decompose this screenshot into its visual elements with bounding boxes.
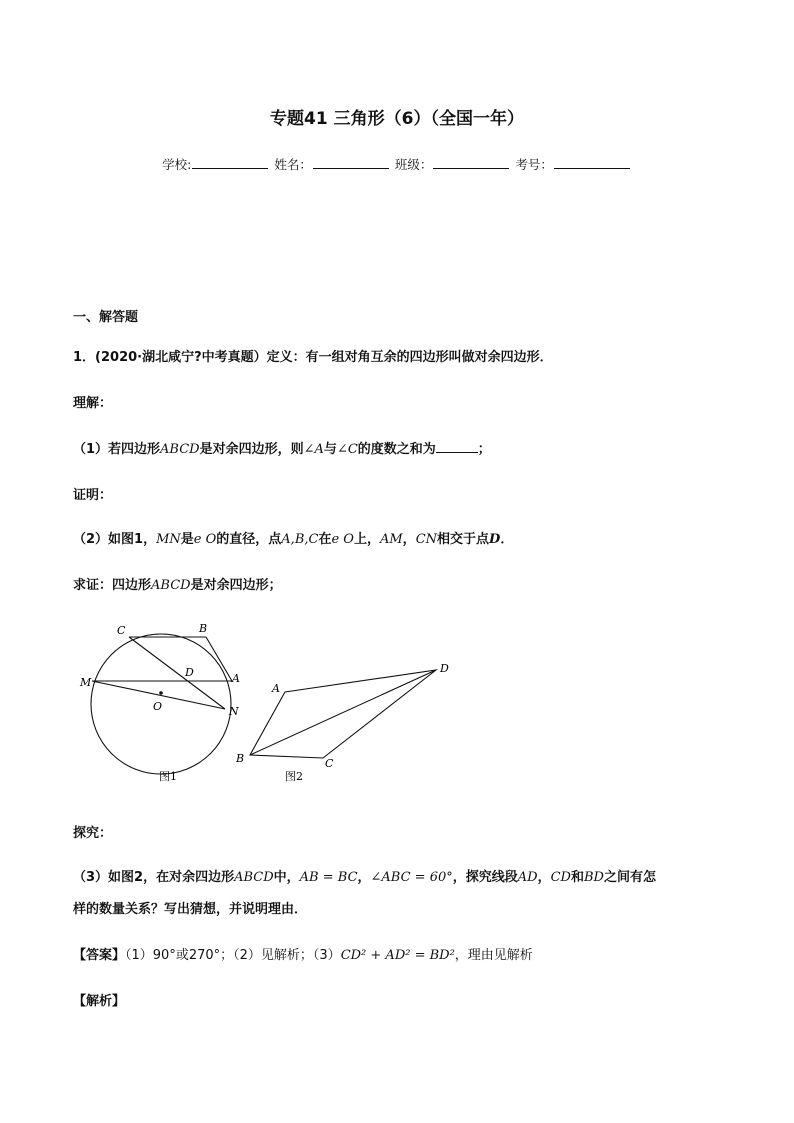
q2-text-a: （2）如图1， <box>73 532 157 547</box>
fig1-label-c: C <box>117 624 126 637</box>
fig1-label-a: A <box>232 672 240 685</box>
answer-text-b: ，理由见解析 <box>454 948 533 963</box>
figures <box>70 612 470 792</box>
q2-text-c: 的直径，点 <box>216 532 282 547</box>
fig2-label-d: D <box>440 662 449 675</box>
problem-intro: 1．(2020·湖北咸宁?中考真题）定义：有一组对角互余的四边形叫做对余四边形． <box>73 350 553 365</box>
q2-circle-o-1: e O <box>193 532 217 547</box>
q3-cd: CD <box>550 870 571 885</box>
q3-text-e: ， <box>537 870 551 885</box>
prove-statement <box>73 574 282 593</box>
q1-text-b: 是对余四边形，则 <box>199 442 304 457</box>
q2-text-h: ． <box>500 532 514 547</box>
name-blank[interactable] <box>313 156 389 169</box>
exam-number-blank[interactable] <box>554 156 630 169</box>
proof-label: 证明： <box>73 488 113 503</box>
school-label: 学校: <box>162 157 192 172</box>
page-title: 专题41 三角形（6）（全国一年） <box>270 109 524 129</box>
q3-ad: AD <box>517 870 538 885</box>
class-blank[interactable] <box>433 156 509 169</box>
q3-bd: BD <box>584 870 604 885</box>
exam-number-label: 考号： <box>515 157 553 172</box>
school-blank[interactable] <box>192 156 268 169</box>
analysis-label: 【解析】 <box>73 994 126 1009</box>
q2-text-g: 相交于点 <box>437 532 490 547</box>
question-3-line-2: 样的数量关系？写出猜想，并说明理由． <box>73 902 308 917</box>
q2-text-b: 是 <box>180 532 194 547</box>
q1-angle-a: ∠A <box>303 442 324 457</box>
fig1-label-b: B <box>199 622 208 635</box>
segment-cn <box>129 637 225 709</box>
q3-var: ABCD <box>234 870 274 885</box>
question-2 <box>73 528 513 547</box>
prove-text-a: 求证：四边形 <box>73 578 152 593</box>
figure-2 <box>235 662 449 783</box>
q1-var: ABCD <box>160 442 200 457</box>
explore-label: 探究： <box>73 826 113 841</box>
segment-ba <box>206 637 232 681</box>
prove-text-b: 是对余四边形； <box>190 578 282 593</box>
fig2-label-c: C <box>325 757 334 770</box>
q1-angle-c: ∠C <box>336 442 358 457</box>
q3-text-d: ，探究线段 <box>452 870 518 885</box>
student-info-fields <box>0 155 794 173</box>
q2-am: AM <box>379 532 403 547</box>
figure-1 <box>79 622 240 783</box>
question-1 <box>73 438 491 457</box>
q1-text-c: 与 <box>323 442 337 457</box>
question-3-line-1 <box>73 866 656 885</box>
q3-text-c: ， <box>357 870 371 885</box>
fig2-caption: 图2 <box>285 770 303 783</box>
q1-answer-blank[interactable] <box>436 440 478 453</box>
q3-text-b: 中， <box>273 870 300 885</box>
q3-text-a: （3）如图2，在对余四边形 <box>73 870 235 885</box>
q1-text-a: （1）若四边形 <box>73 442 161 457</box>
q2-cn: CN <box>415 532 438 547</box>
fig1-label-d: D <box>185 666 194 679</box>
q3-eq-ab-bc: AB = BC <box>299 870 358 885</box>
fig2-label-b: B <box>236 752 245 765</box>
fig1-caption: 图1 <box>159 770 177 783</box>
understand-label: 理解： <box>73 396 113 411</box>
q2-text-e: 上， <box>353 532 380 547</box>
name-label: 姓名： <box>274 157 312 172</box>
center-point <box>159 691 163 695</box>
q1-text-d: 的度数之和为 <box>357 442 436 457</box>
class-label: 班级： <box>394 157 433 172</box>
prove-var: ABCD <box>151 578 191 593</box>
q3-eq-angle: ∠ABC = 60° <box>370 870 453 885</box>
q2-point-d: D <box>489 532 501 547</box>
q2-mn: MN <box>156 532 181 547</box>
q1-text-end: ； <box>477 442 491 457</box>
q2-points-abc: A,B,C <box>281 532 319 547</box>
fig2-label-a: A <box>272 682 280 695</box>
answer-formula: CD² + AD² = BD² <box>340 948 455 963</box>
q2-text-f: ， <box>402 532 416 547</box>
answer-text-a: （1）90°或270°；（2）见解析；（3） <box>125 948 341 963</box>
answer-line <box>73 944 533 963</box>
answer-label: 【答案】 <box>73 948 126 963</box>
fig1-label-m: M <box>80 676 92 689</box>
section-heading: 一、解答题 <box>73 310 139 325</box>
fig1-label-o: O <box>153 700 163 713</box>
q3-text-g: 之间有怎 <box>603 870 656 885</box>
fig1-label-n: N <box>229 705 239 718</box>
q2-text-d: 在 <box>318 532 332 547</box>
q2-circle-o-2: e O <box>331 532 354 547</box>
q3-text-f: 和 <box>570 870 584 885</box>
